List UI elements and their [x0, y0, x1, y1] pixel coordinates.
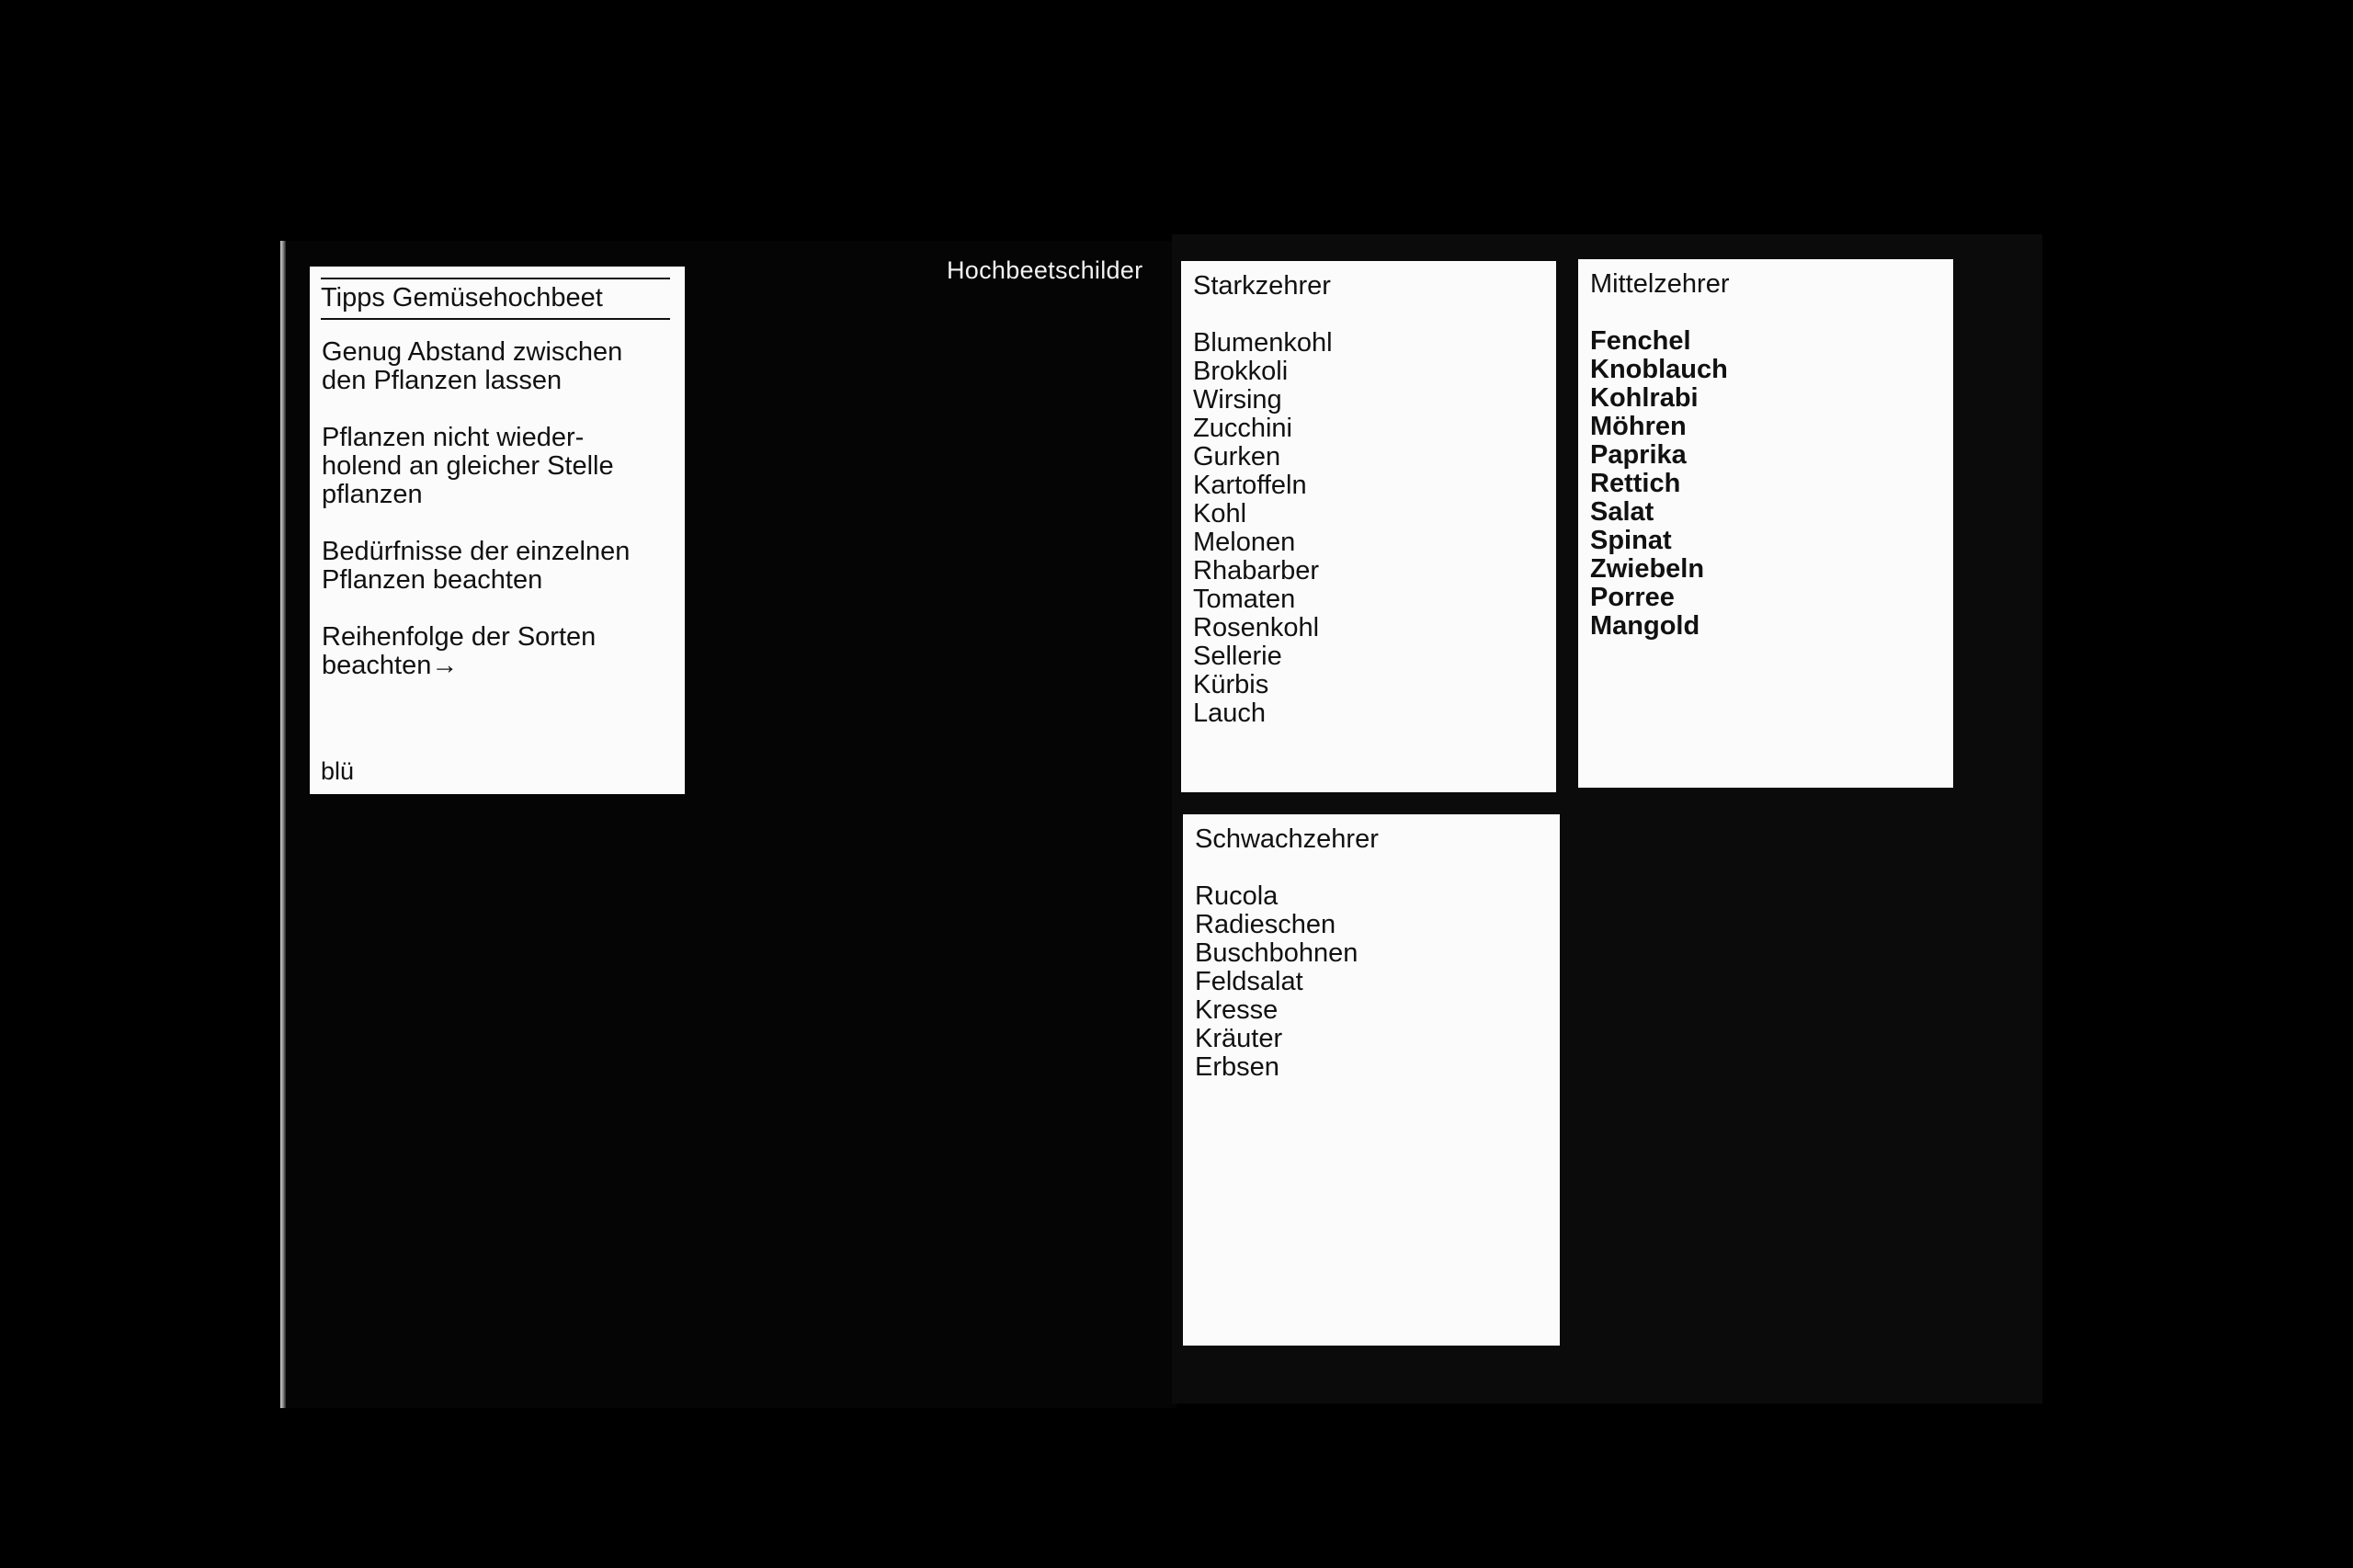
vegetable-item: Kresse: [1195, 995, 1279, 1025]
mittelzehrer-title: Mittelzehrer: [1590, 269, 1730, 299]
tip-item: Bedürfnisse der einzelnen Pflanzen beachten: [322, 537, 631, 595]
brand-logo: blü: [321, 757, 355, 785]
vegetable-item: Wirsing: [1193, 385, 1282, 415]
vegetable-item: Paprika: [1590, 440, 1687, 470]
tip-item: Genug Abstand zwischen den Pflanzen lassen: [322, 337, 623, 395]
starkzehrer-list: [1193, 329, 1333, 728]
vegetable-item: Kürbis: [1193, 670, 1269, 699]
tip-item: Reihenfolge der Sorten beachten→: [322, 622, 597, 680]
vegetable-item: Rucola: [1195, 881, 1279, 911]
vegetable-item: Rettich: [1590, 469, 1681, 498]
tips-card: [310, 267, 685, 794]
schwachzehrer-list: [1195, 882, 1358, 1082]
vegetable-item: Spinat: [1590, 526, 1672, 555]
mittelzehrer-card: [1578, 259, 1953, 788]
vegetable-item: Kräuter: [1195, 1024, 1283, 1053]
vegetable-item: Tomaten: [1193, 585, 1296, 614]
vegetable-item: Blumenkohl: [1193, 328, 1333, 358]
vegetable-item: Lauch: [1193, 699, 1267, 728]
vegetable-item: Kartoffeln: [1193, 471, 1307, 500]
tips-list: [322, 338, 676, 709]
schwachzehrer-card: [1183, 814, 1560, 1346]
vegetable-item: Rosenkohl: [1193, 613, 1320, 642]
vegetable-item: Sellerie: [1193, 642, 1282, 671]
page-edge: [280, 241, 286, 1408]
vegetable-item: Kohl: [1193, 499, 1247, 528]
vegetable-item: Salat: [1590, 497, 1654, 527]
starkzehrer-title: Starkzehrer: [1193, 271, 1331, 301]
vegetable-item: Brokkoli: [1193, 357, 1289, 386]
vegetable-item: Buschbohnen: [1195, 938, 1358, 968]
vegetable-item: Rhabarber: [1193, 556, 1320, 585]
mittelzehrer-list: [1590, 327, 1728, 641]
vegetable-item: Radieschen: [1195, 910, 1336, 939]
vegetable-item: Zwiebeln: [1590, 554, 1705, 584]
vegetable-item: Kohlrabi: [1590, 383, 1699, 413]
tip-item: Pflanzen nicht wieder-holend an gleicher Stelle pflanzen: [322, 423, 614, 509]
vegetable-item: Porree: [1590, 583, 1675, 612]
vegetable-item: Mangold: [1590, 611, 1700, 641]
schwachzehrer-title: Schwachzehrer: [1195, 824, 1379, 854]
starkzehrer-card: [1181, 261, 1556, 792]
vegetable-item: Erbsen: [1195, 1052, 1279, 1082]
vegetable-item: Melonen: [1193, 528, 1296, 557]
vegetable-item: Gurken: [1193, 442, 1281, 472]
vegetable-item: Knoblauch: [1590, 355, 1728, 384]
tips-title: Tipps Gemüsehochbeet: [321, 278, 670, 320]
vegetable-item: Fenchel: [1590, 326, 1691, 356]
section-heading: Hochbeetschilder: [947, 256, 1143, 284]
vegetable-item: Feldsalat: [1195, 967, 1303, 996]
vegetable-item: Zucchini: [1193, 414, 1292, 443]
vegetable-item: Möhren: [1590, 412, 1687, 441]
